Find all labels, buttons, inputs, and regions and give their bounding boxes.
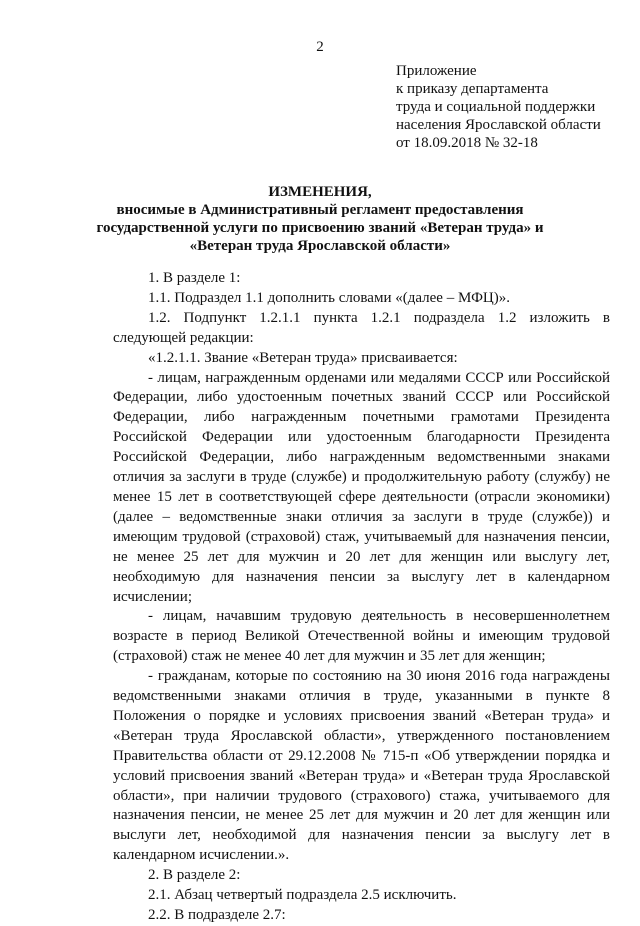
- paragraph: «1.2.1.1. Звание «Ветеран труда» присваивается:: [148, 349, 458, 366]
- title-line: вносимые в Административный регламент предоставления: [116, 202, 524, 218]
- paragraph: 2.1. Абзац четвертый подраздела 2.5 исключить.: [148, 887, 457, 904]
- page-number: 2: [316, 39, 324, 55]
- paragraph: 2.2. В подразделе 2.7:: [148, 907, 286, 923]
- appendix-line: Приложение: [396, 63, 477, 79]
- paragraph: 1.2. Подпункт 1.2.1.1 пункта 1.2.1 подраздела 1.2 изложить в следующей редакции:: [113, 309, 610, 346]
- appendix-block: [396, 62, 632, 152]
- paragraph: 1.1. Подраздел 1.1 дополнить словами «(далее – МФЦ)».: [148, 289, 511, 306]
- appendix-line: населения Ярославской области: [396, 117, 601, 133]
- paragraph: - лицам, начавшим трудовую деятельность в несовершеннолетнем возрасте в период Великой Отечественной войны и имеющим трудовой (страховой) стаж не менее 40 лет для мужчин и 35 лет для женщин;: [113, 608, 610, 665]
- appendix-line: труда и социальной поддержки: [396, 99, 596, 115]
- paragraph: 2. В разделе 2:: [148, 867, 241, 884]
- paragraph: - гражданам, которые по состоянию на 30 июня 2016 года награждены ведомственными знаками отличия в труде, указанными в пункте 8 Положения о порядке и условиях присвоения званий «Ветеран труда» и «Ветеран труда Ярославской области», утвержденного постановлением Правительства области от 29.12.2008 № 715-п «Об утверждении порядка и условий присвоения званий «Ветеран труда» и «Ветеран труда Ярославской области», при наличии трудового (страхового) стажа, учитываемого для назначения пенсии, не менее 25 лет для мужчин и 20 лет для женщин или выслуги лет, необходимой для назначения пенсии за выслугу лет в календарном исчислении.».: [113, 668, 610, 864]
- title-heading: ИЗМЕНЕНИЯ,: [268, 184, 372, 200]
- paragraph: - лицам, награжденным орденами или медалями СССР или Российской Федерации, либо удостоенным почетных званий СССР или Российской Федерации, либо награжденным почетными грамотами Президента Российской Федерации или удостоенным благодарности Президента Российской Федерации, либо награжденным ведомственными знаками отличия за заслуги в труде (службе) и продолжительную работу (службу) не менее 15 лет в соответствующей сфере деятельности (отрасли экономики) (далее – ведомственные знаки отличия за заслуги в труде (службе)) и имеющим трудовой (страховой) стаж, учитываемый для назначения пенсии, не менее 25 лет для мужчин и 20 лет для женщин или выслугу лет, необходимую для назначения пенсии за выслугу лет в календарном исчислении;: [113, 369, 610, 605]
- appendix-line: от 18.09.2018 № 32-18: [396, 135, 538, 151]
- appendix-line: к приказу департамента: [396, 81, 549, 97]
- document-title: [60, 183, 580, 255]
- title-line: «Ветеран труда Ярославской области»: [189, 238, 451, 254]
- title-line: государственной услуги по присвоению званий «Ветеран труда» и: [96, 220, 544, 236]
- paragraph: 1. В разделе 1:: [148, 270, 241, 286]
- document-body: [113, 269, 610, 926]
